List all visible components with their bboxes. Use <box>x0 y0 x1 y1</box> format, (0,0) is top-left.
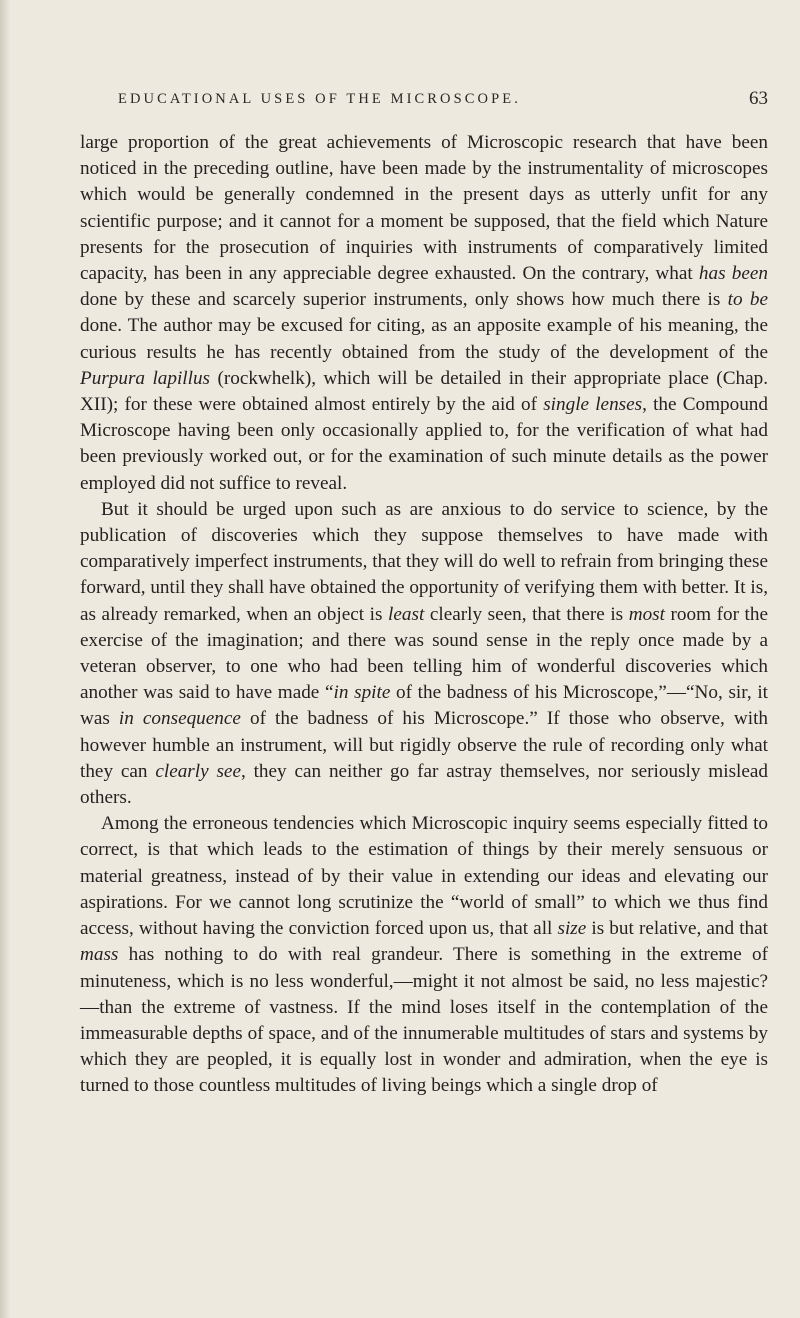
italic-run: size <box>557 918 587 940</box>
italic-run: least <box>388 603 425 625</box>
italic-run: single lenses <box>543 394 643 416</box>
text-run: But it should be urged upon such as are anxious to do service to science, by the publication of discoveries which they suppose themselves to have made with comparatively imperfect instruments, that they will do well to refrain from bringing these forward, until they shall have obtained the opportunity of verifying them with better. It is, as already remarked, when an object is <box>80 498 768 625</box>
running-head <box>80 88 768 115</box>
italic-run: to be <box>727 289 768 311</box>
italic-run: in consequence <box>118 708 241 730</box>
italic-run: in spite <box>333 682 391 704</box>
italic-run: mass <box>80 944 119 966</box>
italic-run: most <box>628 603 665 625</box>
italic-run: clearly see <box>155 760 241 782</box>
paragraph-2 <box>80 497 768 811</box>
paragraph-1 <box>80 130 768 497</box>
text-run: large proportion of the great achievements of Microscopic research that have been noticed in the preceding outline, have been made by the instrumentality of microscopes which would be generally condemned in the present days as utterly unfit for any scientific purpose; and it cannot for a moment be supposed, that the field which Nature presents for the prosecution of inquiries with instruments of comparatively limited capacity, has been in any appreciable degree exhausted. On the contrary, what <box>80 132 768 285</box>
text-run: , they can neither go far astray themselves, nor seriously mislead others. <box>80 760 768 809</box>
text-run: , the Compound Microscope having been only occasionally applied to, for the verification of what had been previously worked out, or for the examination of such minute details as the power employed did not suffice to reveal. <box>80 394 768 494</box>
text-run: has nothing to do with real grandeur. There is something in the extreme of minuteness, which is no less wonderful,—might it not almost be said, no less majestic?—than the extreme of vastness. If the mind loses itself in the contemplation of the immeasurable depths of space, and of the innumerable multitudes of stars and systems by which they are peopled, it is equally lost in wonder and admiration, when the eye is turned to those countless multitudes of living beings which a single drop of <box>80 944 768 1097</box>
italic-run: Purpura lapillus <box>80 367 211 389</box>
text-run: of the badness of his Microscope.” If those who observe, with however humble an instrument, will but rigidly observe the rule of recording only what they can <box>80 708 768 782</box>
running-title: EDUCATIONAL USES OF THE MICROSCOPE. <box>118 91 521 107</box>
text-run: done by these and scarcely superior instruments, only shows how much there is <box>80 289 728 311</box>
paragraph-3 <box>80 811 768 1099</box>
body-text <box>80 130 768 1100</box>
page-gutter-shadow <box>0 0 10 1318</box>
text-run: room for the exercise of the imagination; and there was sound sense in the reply once made by a veteran observer, to one who had been telling him of wonderful discoveries which another was said to have made “ <box>80 603 768 704</box>
text-run: done. The author may be excused for citing, as an apposite example of his meaning, the curious results he has recently obtained from the study of the development of the <box>80 315 768 363</box>
page-number: 63 <box>749 88 768 109</box>
text-run: (rockwhelk), which will be detailed in their appropriate place (Chap. XII); for these were obtained almost entirely by the aid of <box>80 367 768 416</box>
italic-run: has been <box>698 263 768 285</box>
text-run: is but relative, and that <box>586 918 768 940</box>
text-run: Among the erroneous tendencies which Microscopic inquiry seems especially fitted to correct, is that which leads to the estimation of things by their merely sensuous or material greatness, instead of by their value in extending our ideas and elevating our aspirations. For we cannot long scrutinize the “world of small” to which we thus find access, without having the conviction forced upon us, that all <box>80 813 768 940</box>
text-run: of the badness of his Microscope,”—“No, sir, it was <box>80 682 768 730</box>
text-run: clearly seen, that there is <box>424 603 629 625</box>
